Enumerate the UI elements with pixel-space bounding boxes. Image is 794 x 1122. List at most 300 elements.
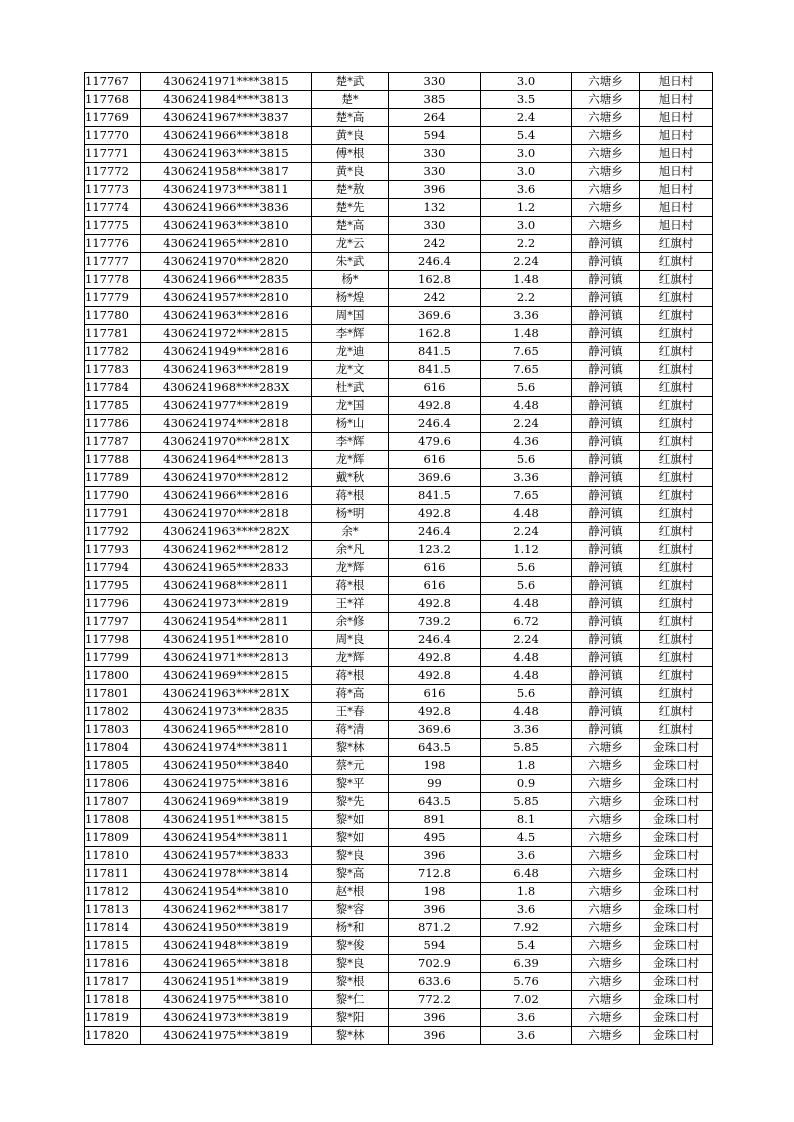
village-cell: 红旗村 <box>640 541 713 559</box>
amount-cell: 492.8 <box>389 397 481 415</box>
village-cell: 红旗村 <box>640 613 713 631</box>
amount-cell: 396 <box>389 901 481 919</box>
name-cell: 楚*高 <box>312 109 389 127</box>
record-id-cell: 117786 <box>85 415 141 433</box>
town-cell: 静河镇 <box>572 379 640 397</box>
town-cell: 静河镇 <box>572 469 640 487</box>
table-row <box>85 505 713 523</box>
town-cell: 静河镇 <box>572 271 640 289</box>
village-cell: 红旗村 <box>640 487 713 505</box>
town-cell: 六塘乡 <box>572 73 640 91</box>
name-cell: 黎*仁 <box>312 991 389 1009</box>
area-cell: 3.6 <box>481 847 572 865</box>
id-card-cell: 4306241966****3818 <box>141 127 312 145</box>
town-cell: 六塘乡 <box>572 1009 640 1027</box>
town-cell: 静河镇 <box>572 487 640 505</box>
id-card-cell: 4306241970****2818 <box>141 505 312 523</box>
table-row <box>85 1027 713 1045</box>
town-cell: 六塘乡 <box>572 811 640 829</box>
amount-cell: 330 <box>389 217 481 235</box>
table-row <box>85 991 713 1009</box>
table-row <box>85 847 713 865</box>
table-row <box>85 775 713 793</box>
id-card-cell: 4306241973****2835 <box>141 703 312 721</box>
record-id-cell: 117812 <box>85 883 141 901</box>
record-id-cell: 117772 <box>85 163 141 181</box>
record-id-cell: 117806 <box>85 775 141 793</box>
id-card-cell: 4306241963****3810 <box>141 217 312 235</box>
record-id-cell: 117804 <box>85 739 141 757</box>
area-cell: 3.36 <box>481 307 572 325</box>
table-row <box>85 577 713 595</box>
area-cell: 1.48 <box>481 325 572 343</box>
id-card-cell: 4306241951****3819 <box>141 973 312 991</box>
village-cell: 红旗村 <box>640 325 713 343</box>
record-id-cell: 117818 <box>85 991 141 1009</box>
id-card-cell: 4306241975****3819 <box>141 1027 312 1045</box>
id-card-cell: 4306241968****2811 <box>141 577 312 595</box>
area-cell: 7.65 <box>481 343 572 361</box>
name-cell: 王*祥 <box>312 595 389 613</box>
name-cell: 余*修 <box>312 613 389 631</box>
amount-cell: 242 <box>389 289 481 307</box>
village-cell: 金珠口村 <box>640 1027 713 1045</box>
village-cell: 金珠口村 <box>640 973 713 991</box>
table-row <box>85 703 713 721</box>
id-card-cell: 4306241969****2815 <box>141 667 312 685</box>
table-row <box>85 469 713 487</box>
name-cell: 李*辉 <box>312 325 389 343</box>
record-id-cell: 117770 <box>85 127 141 145</box>
area-cell: 5.85 <box>481 739 572 757</box>
record-id-cell: 117771 <box>85 145 141 163</box>
table-row <box>85 415 713 433</box>
name-cell: 杨*山 <box>312 415 389 433</box>
table-row <box>85 307 713 325</box>
record-id-cell: 117773 <box>85 181 141 199</box>
area-cell: 0.9 <box>481 775 572 793</box>
record-id-cell: 117791 <box>85 505 141 523</box>
record-id-cell: 117819 <box>85 1009 141 1027</box>
table-row <box>85 919 713 937</box>
id-card-cell: 4306241974****3811 <box>141 739 312 757</box>
id-card-cell: 4306241965****2833 <box>141 559 312 577</box>
name-cell: 龙*辉 <box>312 649 389 667</box>
table-row <box>85 739 713 757</box>
amount-cell: 132 <box>389 199 481 217</box>
amount-cell: 123.2 <box>389 541 481 559</box>
town-cell: 静河镇 <box>572 631 640 649</box>
record-id-cell: 117820 <box>85 1027 141 1045</box>
id-card-cell: 4306241966****2835 <box>141 271 312 289</box>
record-id-cell: 117782 <box>85 343 141 361</box>
id-card-cell: 4306241957****3833 <box>141 847 312 865</box>
name-cell: 楚* <box>312 91 389 109</box>
name-cell: 黎*阳 <box>312 1009 389 1027</box>
town-cell: 六塘乡 <box>572 163 640 181</box>
id-card-cell: 4306241965****2810 <box>141 721 312 739</box>
area-cell: 3.6 <box>481 1009 572 1027</box>
record-id-cell: 117784 <box>85 379 141 397</box>
village-cell: 旭日村 <box>640 217 713 235</box>
id-card-cell: 4306241973****2819 <box>141 595 312 613</box>
town-cell: 静河镇 <box>572 307 640 325</box>
table-row <box>85 793 713 811</box>
table-row <box>85 433 713 451</box>
document-page <box>84 72 712 1045</box>
amount-cell: 871.2 <box>389 919 481 937</box>
id-card-cell: 4306241958****3817 <box>141 163 312 181</box>
village-cell: 旭日村 <box>640 199 713 217</box>
name-cell: 周*国 <box>312 307 389 325</box>
village-cell: 红旗村 <box>640 703 713 721</box>
name-cell: 楚*先 <box>312 199 389 217</box>
village-cell: 红旗村 <box>640 559 713 577</box>
id-card-cell: 4306241975****3816 <box>141 775 312 793</box>
table-row <box>85 91 713 109</box>
id-card-cell: 4306241966****3836 <box>141 199 312 217</box>
record-id-cell: 117807 <box>85 793 141 811</box>
record-id-cell: 117769 <box>85 109 141 127</box>
village-cell: 金珠口村 <box>640 919 713 937</box>
amount-cell: 616 <box>389 559 481 577</box>
village-cell: 红旗村 <box>640 433 713 451</box>
amount-cell: 162.8 <box>389 271 481 289</box>
town-cell: 静河镇 <box>572 235 640 253</box>
area-cell: 3.0 <box>481 163 572 181</box>
area-cell: 5.6 <box>481 577 572 595</box>
record-id-cell: 117795 <box>85 577 141 595</box>
area-cell: 4.48 <box>481 703 572 721</box>
town-cell: 六塘乡 <box>572 829 640 847</box>
village-cell: 金珠口村 <box>640 793 713 811</box>
id-card-cell: 4306241950****3819 <box>141 919 312 937</box>
id-card-cell: 4306241964****2813 <box>141 451 312 469</box>
record-id-cell: 117777 <box>85 253 141 271</box>
name-cell: 蒋*清 <box>312 721 389 739</box>
village-cell: 红旗村 <box>640 289 713 307</box>
amount-cell: 739.2 <box>389 613 481 631</box>
name-cell: 龙*国 <box>312 397 389 415</box>
area-cell: 2.24 <box>481 253 572 271</box>
village-cell: 金珠口村 <box>640 757 713 775</box>
area-cell: 5.76 <box>481 973 572 991</box>
area-cell: 4.48 <box>481 505 572 523</box>
name-cell: 黎*如 <box>312 811 389 829</box>
table-row <box>85 649 713 667</box>
area-cell: 3.6 <box>481 901 572 919</box>
record-id-cell: 117813 <box>85 901 141 919</box>
id-card-cell: 4306241970****2812 <box>141 469 312 487</box>
subsidy-register-table <box>84 72 713 1045</box>
record-id-cell: 117781 <box>85 325 141 343</box>
village-cell: 红旗村 <box>640 307 713 325</box>
village-cell: 红旗村 <box>640 523 713 541</box>
record-id-cell: 117776 <box>85 235 141 253</box>
amount-cell: 616 <box>389 451 481 469</box>
amount-cell: 702.9 <box>389 955 481 973</box>
village-cell: 红旗村 <box>640 361 713 379</box>
table-row <box>85 937 713 955</box>
record-id-cell: 117785 <box>85 397 141 415</box>
table-row <box>85 217 713 235</box>
area-cell: 6.72 <box>481 613 572 631</box>
name-cell: 龙*文 <box>312 361 389 379</box>
village-cell: 红旗村 <box>640 721 713 739</box>
amount-cell: 841.5 <box>389 361 481 379</box>
id-card-cell: 4306241963****2816 <box>141 307 312 325</box>
record-id-cell: 117793 <box>85 541 141 559</box>
amount-cell: 492.8 <box>389 667 481 685</box>
table-row <box>85 721 713 739</box>
town-cell: 静河镇 <box>572 523 640 541</box>
area-cell: 1.12 <box>481 541 572 559</box>
area-cell: 5.6 <box>481 379 572 397</box>
village-cell: 红旗村 <box>640 667 713 685</box>
record-id-cell: 117794 <box>85 559 141 577</box>
town-cell: 静河镇 <box>572 433 640 451</box>
id-card-cell: 4306241977****2819 <box>141 397 312 415</box>
area-cell: 4.48 <box>481 649 572 667</box>
record-id-cell: 117816 <box>85 955 141 973</box>
record-id-cell: 117814 <box>85 919 141 937</box>
amount-cell: 330 <box>389 163 481 181</box>
town-cell: 六塘乡 <box>572 991 640 1009</box>
table-row <box>85 811 713 829</box>
name-cell: 黄*良 <box>312 163 389 181</box>
village-cell: 旭日村 <box>640 73 713 91</box>
town-cell: 静河镇 <box>572 361 640 379</box>
id-card-cell: 4306241963****2819 <box>141 361 312 379</box>
village-cell: 金珠口村 <box>640 829 713 847</box>
id-card-cell: 4306241949****2816 <box>141 343 312 361</box>
village-cell: 红旗村 <box>640 469 713 487</box>
name-cell: 黎*俊 <box>312 937 389 955</box>
amount-cell: 396 <box>389 1009 481 1027</box>
id-card-cell: 4306241965****2810 <box>141 235 312 253</box>
id-card-cell: 4306241963****282X <box>141 523 312 541</box>
village-cell: 金珠口村 <box>640 991 713 1009</box>
name-cell: 黎*良 <box>312 847 389 865</box>
amount-cell: 616 <box>389 685 481 703</box>
id-card-cell: 4306241970****281X <box>141 433 312 451</box>
name-cell: 王*春 <box>312 703 389 721</box>
village-cell: 红旗村 <box>640 685 713 703</box>
town-cell: 静河镇 <box>572 415 640 433</box>
town-cell: 静河镇 <box>572 541 640 559</box>
amount-cell: 246.4 <box>389 523 481 541</box>
area-cell: 5.85 <box>481 793 572 811</box>
amount-cell: 99 <box>389 775 481 793</box>
table-body <box>85 73 713 1045</box>
town-cell: 六塘乡 <box>572 109 640 127</box>
area-cell: 4.48 <box>481 667 572 685</box>
town-cell: 六塘乡 <box>572 775 640 793</box>
record-id-cell: 117800 <box>85 667 141 685</box>
table-row <box>85 145 713 163</box>
town-cell: 六塘乡 <box>572 199 640 217</box>
area-cell: 3.6 <box>481 1027 572 1045</box>
id-card-cell: 4306241963****3815 <box>141 145 312 163</box>
id-card-cell: 4306241962****2812 <box>141 541 312 559</box>
amount-cell: 246.4 <box>389 253 481 271</box>
record-id-cell: 117809 <box>85 829 141 847</box>
table-row <box>85 271 713 289</box>
town-cell: 静河镇 <box>572 289 640 307</box>
record-id-cell: 117817 <box>85 973 141 991</box>
area-cell: 5.4 <box>481 127 572 145</box>
town-cell: 静河镇 <box>572 559 640 577</box>
table-row <box>85 235 713 253</box>
area-cell: 4.36 <box>481 433 572 451</box>
amount-cell: 891 <box>389 811 481 829</box>
name-cell: 黎*良 <box>312 955 389 973</box>
area-cell: 2.4 <box>481 109 572 127</box>
town-cell: 静河镇 <box>572 343 640 361</box>
table-row <box>85 109 713 127</box>
village-cell: 红旗村 <box>640 631 713 649</box>
area-cell: 2.24 <box>481 415 572 433</box>
name-cell: 赵*根 <box>312 883 389 901</box>
name-cell: 黎*先 <box>312 793 389 811</box>
amount-cell: 643.5 <box>389 793 481 811</box>
area-cell: 2.24 <box>481 631 572 649</box>
name-cell: 楚*高 <box>312 217 389 235</box>
table-row <box>85 757 713 775</box>
id-card-cell: 4306241965****3818 <box>141 955 312 973</box>
amount-cell: 492.8 <box>389 703 481 721</box>
table-row <box>85 73 713 91</box>
record-id-cell: 117798 <box>85 631 141 649</box>
name-cell: 黎*平 <box>312 775 389 793</box>
table-row <box>85 181 713 199</box>
name-cell: 余* <box>312 523 389 541</box>
table-row <box>85 451 713 469</box>
id-card-cell: 4306241978****3814 <box>141 865 312 883</box>
village-cell: 金珠口村 <box>640 1009 713 1027</box>
table-row <box>85 343 713 361</box>
name-cell: 余*凡 <box>312 541 389 559</box>
town-cell: 六塘乡 <box>572 955 640 973</box>
amount-cell: 594 <box>389 127 481 145</box>
area-cell: 3.36 <box>481 721 572 739</box>
amount-cell: 643.5 <box>389 739 481 757</box>
village-cell: 旭日村 <box>640 91 713 109</box>
area-cell: 3.0 <box>481 145 572 163</box>
town-cell: 六塘乡 <box>572 793 640 811</box>
amount-cell: 495 <box>389 829 481 847</box>
id-card-cell: 4306241973****3819 <box>141 1009 312 1027</box>
table-row <box>85 289 713 307</box>
table-row <box>85 127 713 145</box>
table-row <box>85 163 713 181</box>
record-id-cell: 117778 <box>85 271 141 289</box>
village-cell: 红旗村 <box>640 253 713 271</box>
amount-cell: 616 <box>389 379 481 397</box>
amount-cell: 712.8 <box>389 865 481 883</box>
town-cell: 六塘乡 <box>572 865 640 883</box>
name-cell: 龙*迪 <box>312 343 389 361</box>
id-card-cell: 4306241984****3813 <box>141 91 312 109</box>
amount-cell: 330 <box>389 145 481 163</box>
name-cell: 黎*根 <box>312 973 389 991</box>
village-cell: 红旗村 <box>640 577 713 595</box>
amount-cell: 369.6 <box>389 721 481 739</box>
village-cell: 红旗村 <box>640 451 713 469</box>
name-cell: 蒋*根 <box>312 577 389 595</box>
table-row <box>85 685 713 703</box>
name-cell: 戴*秋 <box>312 469 389 487</box>
town-cell: 六塘乡 <box>572 217 640 235</box>
town-cell: 六塘乡 <box>572 739 640 757</box>
table-row <box>85 973 713 991</box>
id-card-cell: 4306241973****3811 <box>141 181 312 199</box>
id-card-cell: 4306241962****3817 <box>141 901 312 919</box>
village-cell: 红旗村 <box>640 505 713 523</box>
town-cell: 六塘乡 <box>572 91 640 109</box>
area-cell: 3.6 <box>481 181 572 199</box>
record-id-cell: 117815 <box>85 937 141 955</box>
name-cell: 傅*根 <box>312 145 389 163</box>
name-cell: 龙*云 <box>312 235 389 253</box>
name-cell: 龙*辉 <box>312 559 389 577</box>
id-card-cell: 4306241957****2810 <box>141 289 312 307</box>
name-cell: 楚*武 <box>312 73 389 91</box>
village-cell: 旭日村 <box>640 127 713 145</box>
town-cell: 静河镇 <box>572 703 640 721</box>
name-cell: 黎*容 <box>312 901 389 919</box>
record-id-cell: 117789 <box>85 469 141 487</box>
id-card-cell: 4306241967****3837 <box>141 109 312 127</box>
table-row <box>85 199 713 217</box>
name-cell: 蒋*根 <box>312 487 389 505</box>
town-cell: 静河镇 <box>572 667 640 685</box>
name-cell: 黄*良 <box>312 127 389 145</box>
area-cell: 4.5 <box>481 829 572 847</box>
amount-cell: 246.4 <box>389 631 481 649</box>
record-id-cell: 117799 <box>85 649 141 667</box>
record-id-cell: 117808 <box>85 811 141 829</box>
id-card-cell: 4306241954****2811 <box>141 613 312 631</box>
amount-cell: 616 <box>389 577 481 595</box>
village-cell: 金珠口村 <box>640 883 713 901</box>
amount-cell: 198 <box>389 757 481 775</box>
record-id-cell: 117774 <box>85 199 141 217</box>
name-cell: 蒋*根 <box>312 667 389 685</box>
id-card-cell: 4306241971****2813 <box>141 649 312 667</box>
area-cell: 3.0 <box>481 217 572 235</box>
table-row <box>85 559 713 577</box>
name-cell: 蒋*高 <box>312 685 389 703</box>
amount-cell: 396 <box>389 181 481 199</box>
village-cell: 红旗村 <box>640 649 713 667</box>
area-cell: 7.65 <box>481 487 572 505</box>
id-card-cell: 4306241954****3811 <box>141 829 312 847</box>
amount-cell: 198 <box>389 883 481 901</box>
name-cell: 杨*煌 <box>312 289 389 307</box>
id-card-cell: 4306241969****3819 <box>141 793 312 811</box>
name-cell: 杨*和 <box>312 919 389 937</box>
village-cell: 红旗村 <box>640 379 713 397</box>
amount-cell: 396 <box>389 1027 481 1045</box>
table-row <box>85 397 713 415</box>
table-row <box>85 361 713 379</box>
record-id-cell: 117810 <box>85 847 141 865</box>
id-card-cell: 4306241966****2816 <box>141 487 312 505</box>
town-cell: 六塘乡 <box>572 1027 640 1045</box>
town-cell: 静河镇 <box>572 505 640 523</box>
town-cell: 静河镇 <box>572 253 640 271</box>
